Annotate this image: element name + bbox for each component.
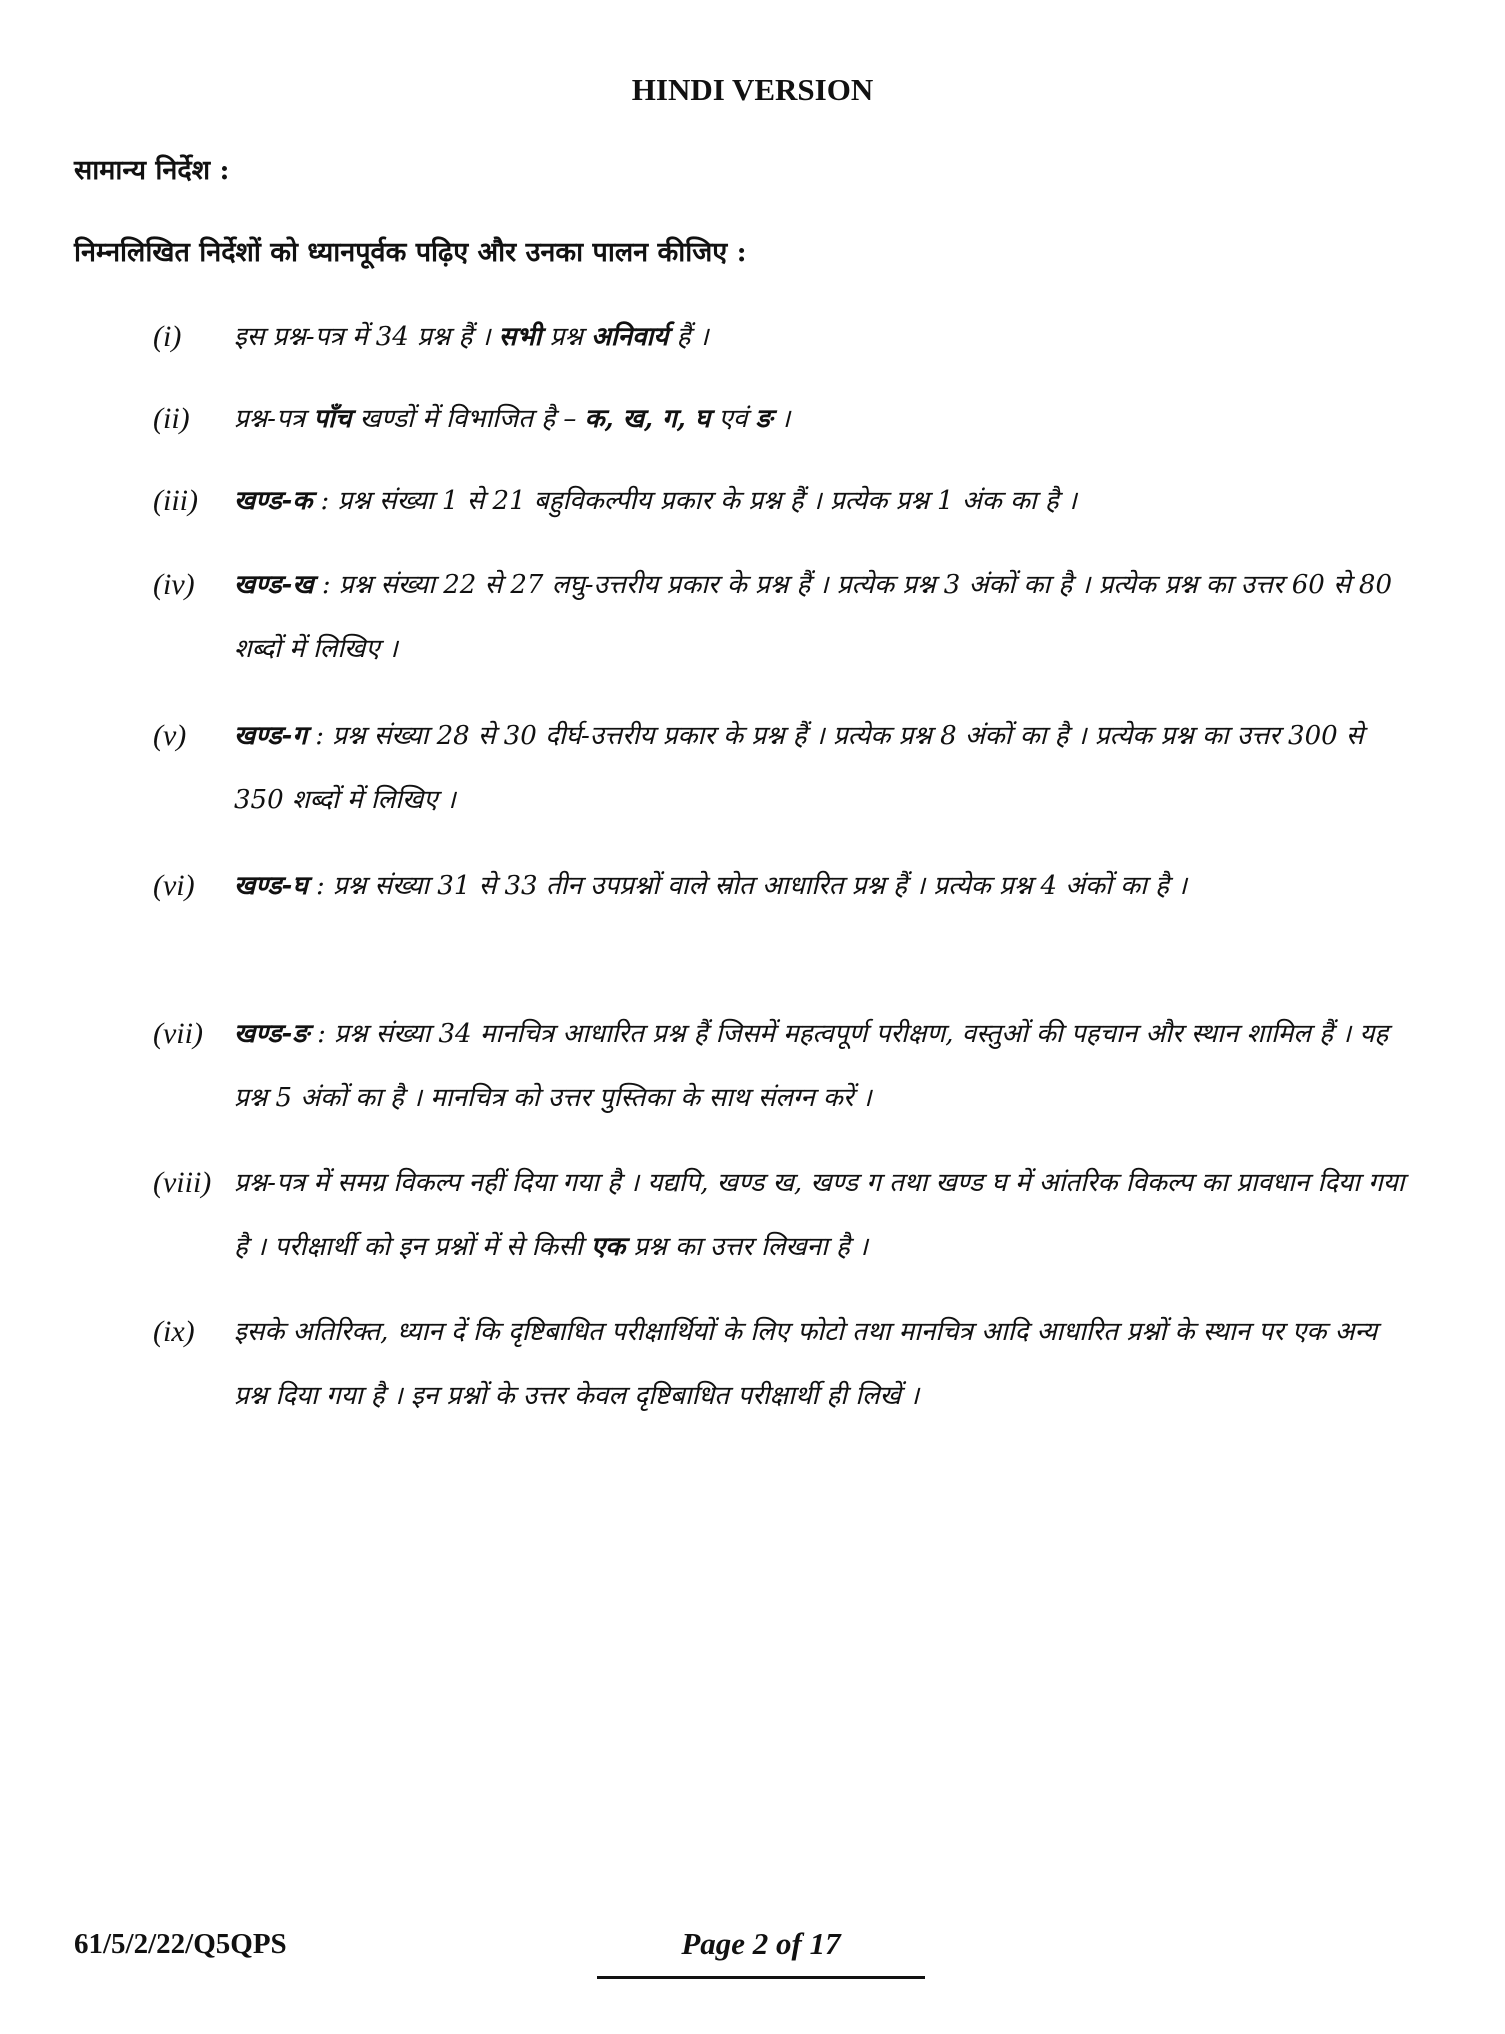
instructions-intro: निम्नलिखित निर्देशों को ध्यानपूर्वक पढ़िए और उनका पालन कीजिए : [74, 237, 747, 268]
text-segment: खण्डों में विभाजित है – [351, 404, 585, 434]
item-text [234, 469, 1415, 533]
page-title: HINDI VERSION [631, 72, 874, 107]
instruction-item [153, 854, 1415, 918]
section-label: खण्ड-ङ [234, 1019, 309, 1049]
section-label: खण्ड-ग [234, 721, 307, 751]
instruction-item [153, 305, 1415, 369]
section-label: खण्ड-घ [234, 871, 308, 901]
text-segment: एवं [710, 404, 756, 434]
text-segment: : प्रश्न संख्या 31 से 33 तीन उपप्रश्नों वाले स्रोत आधारित प्रश्न हैं । प्रत्येक प्रश्न 4 अंकों का है । [307, 871, 1187, 901]
item-text [234, 854, 1415, 918]
item-label: (ii) [153, 402, 190, 435]
text-segment: : प्रश्न संख्या 28 से 30 दीर्घ-उत्तरीय प्रकार के प्रश्न हैं । प्रत्येक प्रश्न 8 अंकों का है । प्रत्येक प्रश्न का उत्तर 300 से 350 शब्दों में लिखिए । [234, 721, 1364, 815]
item-text [234, 1151, 1415, 1279]
item-label: (vi) [153, 869, 195, 902]
bold-segment: एक [590, 1232, 626, 1262]
text-segment: : प्रश्न संख्या 1 से 21 बहुविकल्पीय प्रकार के प्रश्न हैं । प्रत्येक प्रश्न 1 अंक का है । [312, 486, 1077, 516]
section-label: खण्ड-क [234, 486, 313, 516]
item-text [234, 553, 1415, 681]
item-text [234, 704, 1415, 832]
instruction-item [153, 1151, 1415, 1279]
item-text [234, 387, 1415, 451]
bold-segment: क, ख, ग, घ [584, 404, 711, 434]
page-number: Page 2 of 17 [681, 1926, 841, 1961]
instruction-item [153, 1002, 1415, 1130]
text-segment: प्रश्न-पत्र में समग्र विकल्प नहीं दिया गया है । यद्यपि, खण्ड ख, खण्ड ग तथा खण्ड घ में आंतरिक विकल्प का प्रावधान दिया गया है । परीक्षार्थी को इन प्रश्नों में से किसी [234, 1168, 1405, 1262]
item-label: (i) [153, 320, 182, 353]
instruction-item [153, 469, 1415, 533]
item-label: (iii) [153, 484, 198, 517]
item-text [234, 305, 1415, 369]
text-segment: प्रश्न [541, 322, 592, 352]
instruction-item [153, 704, 1415, 832]
paper-code: 61/5/2/22/Q5QPS [74, 1928, 287, 1960]
page-number-underline [597, 1976, 925, 1979]
item-text: इसके अतिरिक्त, ध्यान दें कि दृष्टिबाधित परीक्षार्थियों के लिए फोटो तथा मानचित्र आदि आधारित प्रश्नों के स्थान पर एक अन्य प्रश्न दिया गया है । इन प्रश्नों के उत्तर केवल दृष्टिबाधित परीक्षार्थी ही लिखें । [234, 1317, 1378, 1411]
item-label: (viii) [153, 1166, 212, 1199]
item-label: (ix) [153, 1315, 195, 1348]
bold-segment: पाँच [313, 404, 352, 434]
bold-segment: अनिवार्य [591, 322, 669, 352]
general-instructions-heading: सामान्य निर्देश : [74, 155, 230, 186]
item-text [234, 1002, 1415, 1130]
instruction-item [153, 553, 1415, 681]
text-segment: : प्रश्न संख्या 22 से 27 लघु-उत्तरीय प्रकार के प्रश्न हैं । प्रत्येक प्रश्न 3 अंकों का है । प्रत्येक प्रश्न का उत्तर 60 से 80 शब्दों में लिखिए । [234, 570, 1393, 664]
instruction-item [153, 1300, 1415, 1428]
item-label: (v) [153, 719, 187, 752]
text-segment: : प्रश्न संख्या 34 मानचित्र आधारित प्रश्न हैं जिसमें महत्वपूर्ण परीक्षण, वस्तुओं की पहचान और स्थान शामिल हैं । यह प्रश्न 5 अंकों का है । मानचित्र को उत्तर पुस्तिका के साथ संलग्न करें । [234, 1019, 1389, 1113]
instruction-item [153, 387, 1415, 451]
text-segment: हैं । [668, 322, 709, 352]
item-label: (vii) [153, 1017, 203, 1050]
item-label: (iv) [153, 568, 195, 601]
text-segment: । [772, 404, 791, 434]
text-segment: इस प्रश्न-पत्र में 34 प्रश्न हैं । [234, 322, 499, 352]
text-segment: प्रश्न-पत्र [234, 404, 314, 434]
section-label: खण्ड-ख [234, 570, 314, 600]
bold-segment: ङ [755, 404, 773, 434]
bold-segment: सभी [498, 322, 542, 352]
text-segment: प्रश्न का उत्तर लिखना है । [625, 1232, 868, 1262]
